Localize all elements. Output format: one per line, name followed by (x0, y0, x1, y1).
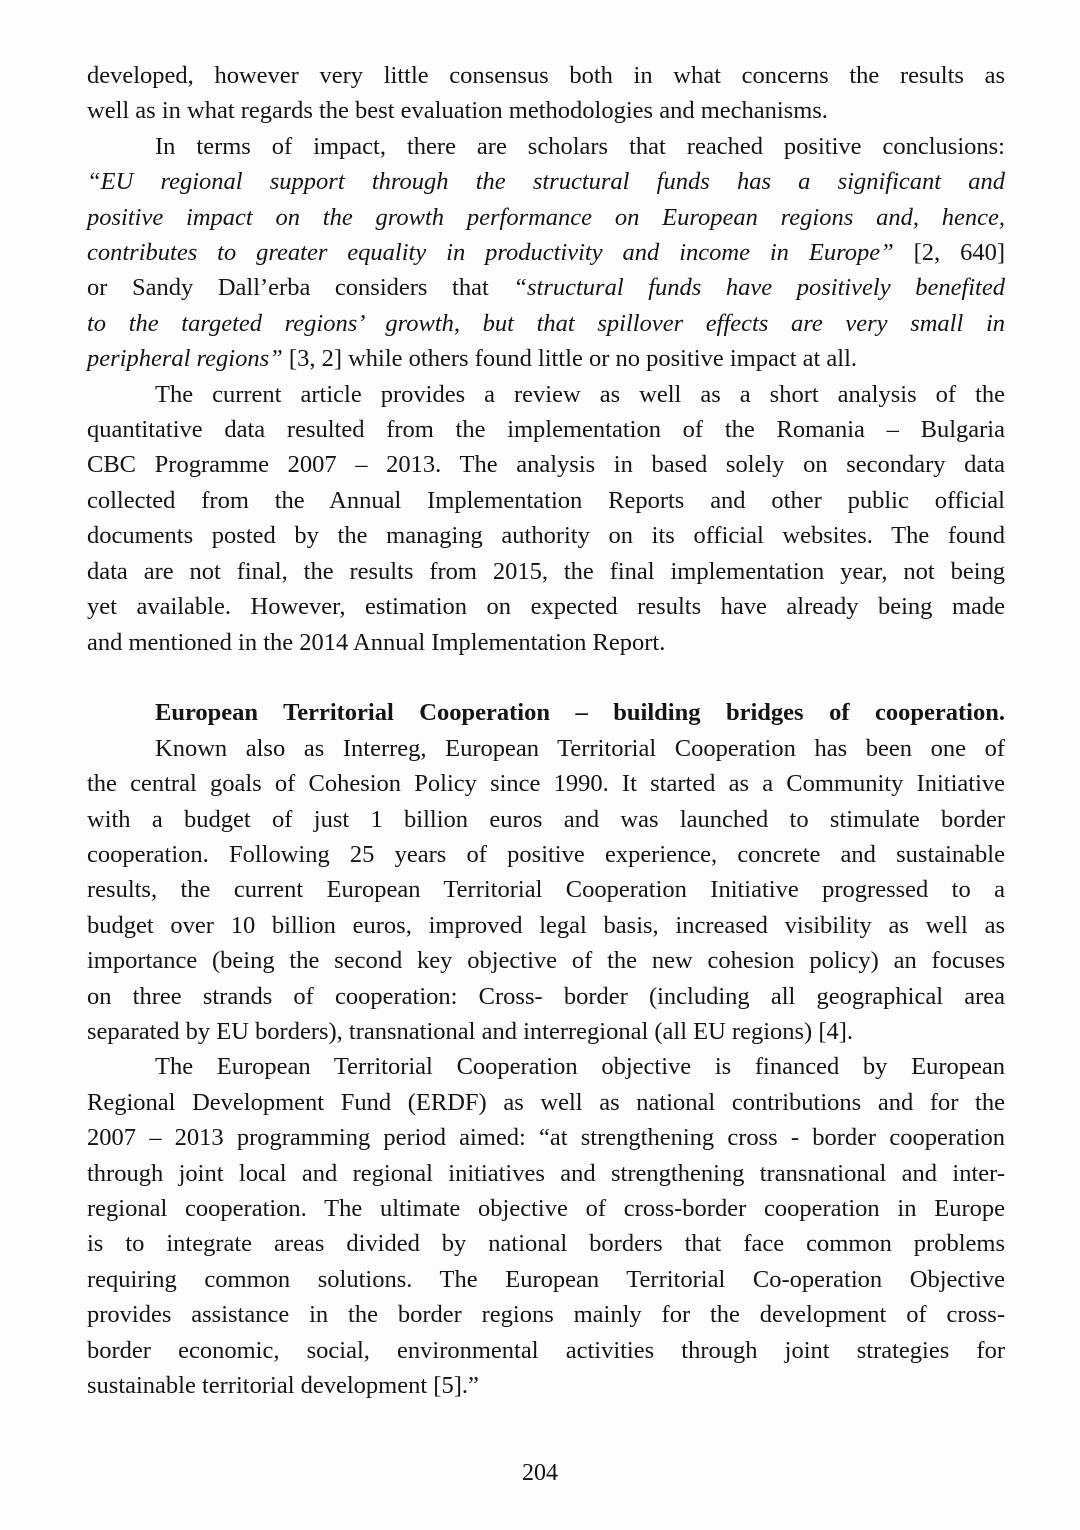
body-text: on three strands of cooperation: Cross- border (including all geographical area (87, 982, 1005, 1010)
body-text: budget over 10 billion euros, improved legal basis, increased visibility as well as (87, 911, 1005, 939)
body-text: and mentioned in the 2014 Annual Implementation Report. (87, 628, 666, 656)
text-line (87, 164, 1005, 199)
text-line (87, 731, 1005, 766)
section-heading (87, 695, 1005, 730)
text-line (87, 1262, 1005, 1297)
text-line (87, 1368, 1005, 1403)
text-line (87, 589, 1005, 624)
body-text: results, the current European Territorial Cooperation Initiative progressed to a (87, 876, 1005, 904)
body-text: well as in what regards the best evaluation methodologies and mechanisms. (87, 97, 828, 125)
paragraph-interreg (87, 731, 1005, 1050)
text-line (87, 554, 1005, 589)
body-text: cooperation. Following 25 years of positive experience, concrete and sustainable (87, 840, 1005, 868)
text-line (87, 93, 1005, 128)
quoted-text: positive impact on the growth performance on European regions and, hence, (87, 203, 1005, 231)
text-line (87, 1049, 1005, 1084)
body-text: separated by EU borders), transnational and interregional (all EU regions) [4]. (87, 1017, 854, 1045)
text-line (87, 306, 1005, 341)
text-line (87, 412, 1005, 447)
body-text: or Sandy Dall’erba considers that (87, 274, 514, 302)
body-text: 2007 – 2013 programming period aimed: “at strengthening cross - border cooperation (87, 1124, 1005, 1152)
text-line (87, 1333, 1005, 1368)
body-text: border economic, social, environmental activities through joint strategies for (87, 1336, 1005, 1364)
text-line (87, 1156, 1005, 1191)
article-body (87, 58, 1005, 1403)
body-text: through joint local and regional initiatives and strengthening transnational and inter- (87, 1159, 1005, 1187)
body-text: yet available. However, estimation on expected results have already being made (87, 593, 1005, 621)
body-text: [2, 640] (893, 239, 1005, 267)
text-line (87, 908, 1005, 943)
body-text: sustainable territorial development [5].” (87, 1372, 479, 1400)
text-line (87, 518, 1005, 553)
body-text: documents posted by the managing authority on its official websites. The found (87, 522, 1005, 550)
paragraph-current-article (87, 377, 1005, 660)
body-text: with a budget of just 1 billion euros and was launched to stimulate border (87, 805, 1005, 833)
text-line (87, 235, 1005, 270)
body-text: is to integrate areas divided by national borders that face common problems (87, 1230, 1005, 1258)
text-line (87, 625, 1005, 660)
text-line (87, 1120, 1005, 1155)
body-text: data are not final, the results from 2015, the final implementation year, not being (87, 557, 1005, 585)
text-line (87, 341, 1005, 376)
text-line (87, 1191, 1005, 1226)
paragraph-impact-scholars (87, 129, 1005, 377)
body-text: developed, however very little consensus both in what concerns the results as (87, 62, 1005, 89)
body-text: requiring common solutions. The European Territorial Co-operation Objective (87, 1265, 1005, 1293)
text-line (87, 943, 1005, 978)
text-line (87, 695, 1005, 730)
body-text: [3, 2] while others found little or no positive impact at all. (282, 345, 858, 373)
text-line (87, 802, 1005, 837)
quoted-text: contributes to greater equality in productivity and income in Europe” (87, 239, 894, 267)
text-line (87, 129, 1005, 164)
body-text: regional cooperation. The ultimate objective of cross-border cooperation in Europe (87, 1194, 1005, 1222)
text-line (87, 58, 1005, 93)
text-line (87, 447, 1005, 482)
quoted-text: “structural funds have positively benefited (513, 274, 1005, 302)
body-text: The current article provides a review as well as a short analysis of the (155, 380, 1005, 408)
body-text: Known also as Interreg, European Territorial Cooperation has been one of (155, 734, 1005, 762)
body-text: importance (being the second key objective of the new cohesion policy) an focuses (87, 947, 1005, 975)
text-line (87, 1085, 1005, 1120)
text-line (87, 377, 1005, 412)
quoted-text: peripheral regions” (87, 345, 283, 373)
quoted-text: to the targeted regions’ growth, but that spillover effects are very small in (87, 309, 1005, 337)
text-line (87, 1297, 1005, 1332)
quoted-text: “EU regional support through the structural funds has a significant and (87, 168, 1005, 196)
body-text: The European Territorial Cooperation objective is financed by European (155, 1053, 1005, 1081)
text-line (87, 483, 1005, 518)
body-text: CBC Programme 2007 – 2013. The analysis in based solely on secondary data (87, 451, 1005, 479)
text-line (87, 200, 1005, 235)
text-line (87, 979, 1005, 1014)
paragraph-continuation (87, 58, 1005, 129)
body-text: the central goals of Cohesion Policy since 1990. It started as a Community Initiative (87, 770, 1005, 798)
text-line (87, 766, 1005, 801)
body-text: In terms of impact, there are scholars that reached positive conclusions: (155, 132, 1005, 160)
body-text: Regional Development Fund (ERDF) as well as national contributions and for the (87, 1088, 1005, 1116)
text-line (87, 1014, 1005, 1049)
paragraph-etc-objective (87, 1049, 1005, 1403)
body-text: provides assistance in the border regions mainly for the development of cross- (87, 1301, 1005, 1329)
paragraph-gap (87, 660, 1005, 695)
text-line (87, 270, 1005, 305)
body-text: European Territorial Cooperation – building bridges of cooperation. (155, 699, 1005, 727)
body-text: quantitative data resulted from the implementation of the Romania – Bulgaria (87, 416, 1005, 444)
text-line (87, 872, 1005, 907)
text-line (87, 1226, 1005, 1261)
text-line (87, 837, 1005, 872)
body-text: collected from the Annual Implementation Reports and other public official (87, 486, 1005, 514)
page-number: 204 (522, 1460, 558, 1486)
